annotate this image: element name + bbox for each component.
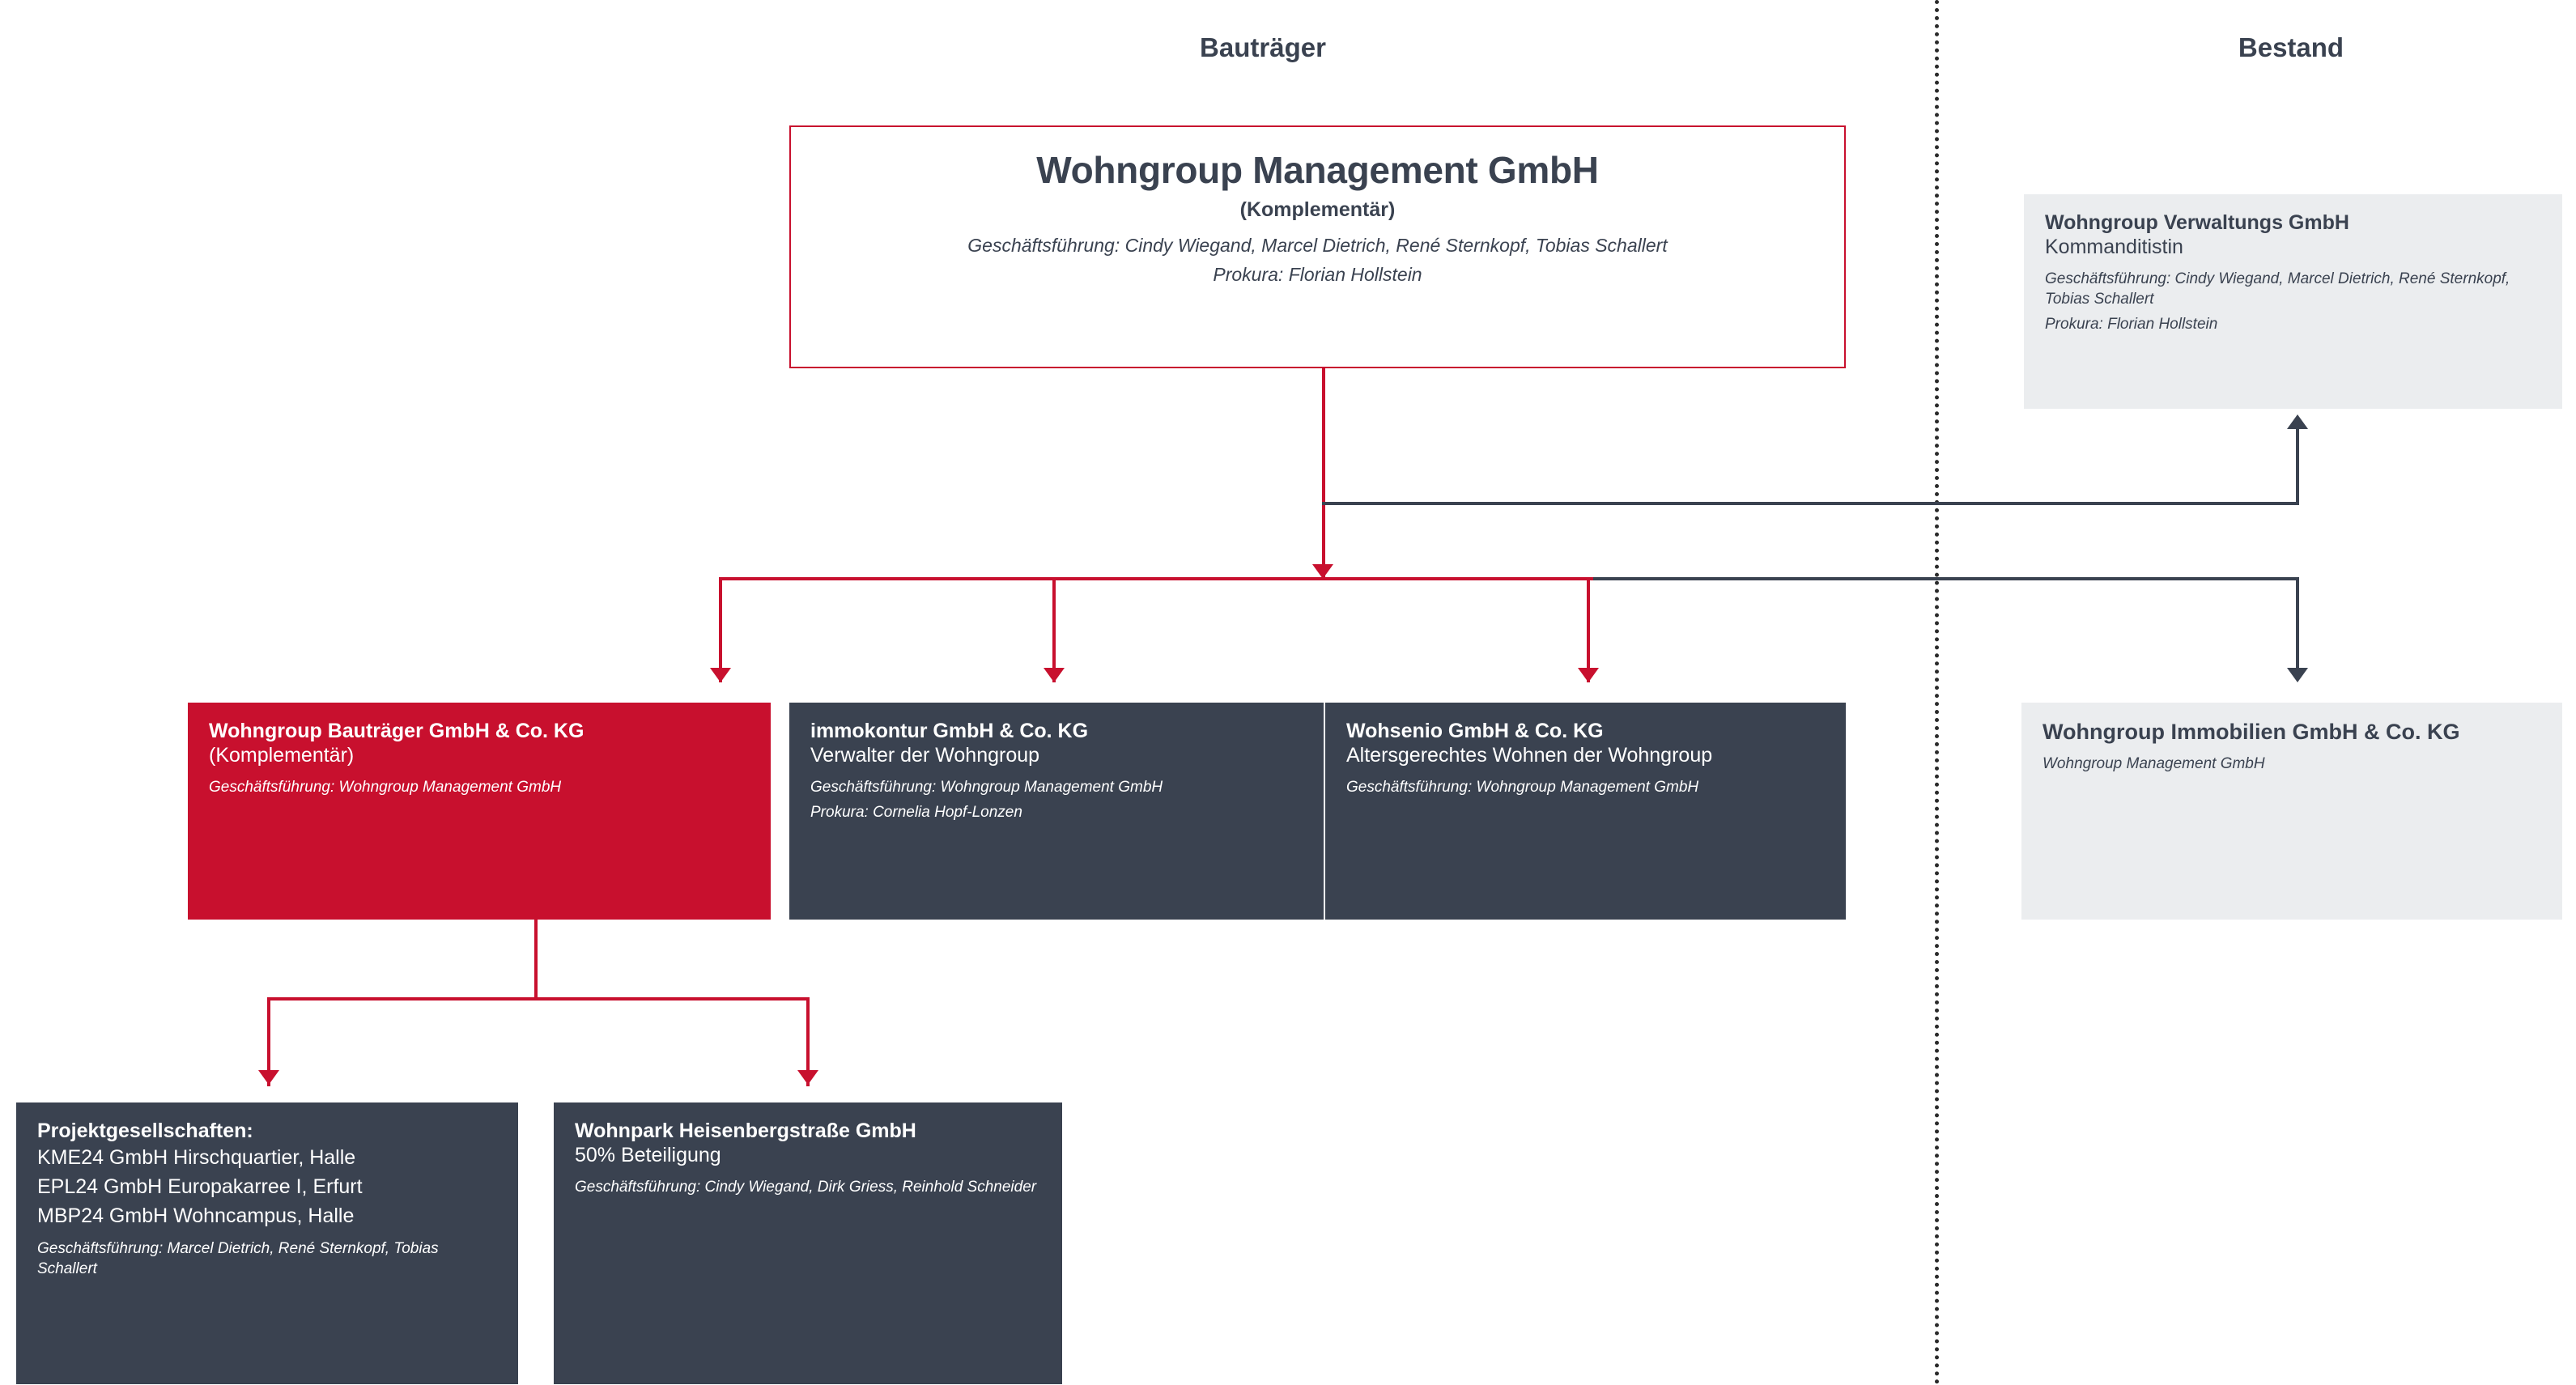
connector-drop-wohsenio xyxy=(1587,577,1590,682)
node-title: Wohsenio GmbH & Co. KG xyxy=(1346,720,1604,742)
node-management-line: Geschäftsführung: Wohngroup Management GmbH xyxy=(810,779,1163,797)
connector-arrow-wohsenio xyxy=(1578,668,1599,682)
connector-arrow-wohnpark xyxy=(797,1070,818,1085)
node-management-line: Geschäftsführung: Marcel Dietrich, René Sternkopf, Tobias Schallert xyxy=(37,1240,439,1277)
node-management-line: Geschäftsführung: Cindy Wiegand, Dirk Griess, Reinhold Schneider xyxy=(575,1179,1037,1196)
node-subtitle: (Komplementär) xyxy=(209,744,355,767)
node-management-line: Geschäftsführung: Cindy Wiegand, Marcel Dietrich, René Sternkopf, Tobias Schallert xyxy=(2045,270,2510,308)
node-management-line: Geschäftsführung: Wohngroup Management GmbH xyxy=(1346,779,1699,797)
node-title: Wohngroup Immobilien GmbH & Co. KG xyxy=(2043,720,2460,744)
node-wohngroup-verwaltungs xyxy=(2024,194,2562,409)
column-divider xyxy=(1935,0,1939,1385)
node-title: Wohnpark Heisenbergstraße GmbH xyxy=(575,1119,916,1142)
node-project-line-1: KME24 GmbH Hirschquartier, Halle xyxy=(37,1146,356,1169)
node-prokura-line: Prokura: Florian Hollstein xyxy=(1213,264,1422,286)
node-subtitle: (Komplementär) xyxy=(1239,198,1396,222)
node-subtitle: Kommanditistin xyxy=(2045,236,2183,258)
node-management-line: Wohngroup Management GmbH xyxy=(2043,755,2265,773)
connector-drop-bautraeger xyxy=(719,577,722,682)
node-projektgesellschaften xyxy=(16,1102,518,1384)
connector-management-stem xyxy=(1322,368,1325,579)
node-management-line: Geschäftsführung: Cindy Wiegand, Marcel Dietrich, René Sternkopf, Tobias Schallert xyxy=(967,235,1668,257)
connector-drop-immokontur xyxy=(1052,577,1056,682)
connector-arrow-projekt xyxy=(258,1070,279,1085)
node-prokura-line: Prokura: Cornelia Hopf-Lonzen xyxy=(810,803,1022,821)
connector-verwaltungs-horizontal xyxy=(1322,502,2298,505)
connector-arrow-immobilien-down xyxy=(2287,668,2308,682)
connector-immobilien-horizontal xyxy=(1593,577,2298,580)
connector-arrow-immokontur xyxy=(1044,668,1065,682)
connector-bautraeger-stem xyxy=(534,920,538,1001)
node-wohngroup-immobilien xyxy=(2021,703,2562,920)
connector-arrow-bautraeger xyxy=(710,668,731,682)
node-wohnpark-heisenbergstrasse xyxy=(554,1102,1062,1384)
node-title: Wohngroup Bauträger GmbH & Co. KG xyxy=(209,720,584,742)
connector-arrow-verwaltungs-up xyxy=(2287,414,2308,429)
node-title: Wohngroup Verwaltungs GmbH xyxy=(2045,211,2349,234)
node-wohngroup-bautraeger xyxy=(188,703,771,920)
node-prokura-line: Prokura: Florian Hollstein xyxy=(2045,315,2218,333)
node-project-line-2: EPL24 GmbH Europakarree I, Erfurt xyxy=(37,1175,363,1198)
node-title: immokontur GmbH & Co. KG xyxy=(810,720,1089,742)
node-project-line-3: MBP24 GmbH Wohncampus, Halle xyxy=(37,1204,355,1227)
node-wohsenio xyxy=(1325,703,1846,920)
node-subtitle: Verwalter der Wohngroup xyxy=(810,744,1040,767)
connector-bus-horizontal xyxy=(719,577,1593,580)
node-wohngroup-management xyxy=(789,125,1846,368)
node-title: Wohngroup Management GmbH xyxy=(1036,149,1599,191)
connector-verwaltungs-vertical xyxy=(2296,429,2299,505)
node-subtitle: 50% Beteiligung xyxy=(575,1144,721,1166)
connector-bautraeger-bus xyxy=(267,997,810,1001)
connector-immobilien-vertical xyxy=(2296,577,2299,672)
node-immokontur xyxy=(789,703,1324,920)
column-heading-bautraeger: Bauträger xyxy=(1200,32,1326,62)
column-heading-bestand: Bestand xyxy=(2238,32,2344,62)
node-subtitle: Altersgerechtes Wohnen der Wohngroup xyxy=(1346,744,1713,767)
node-management-line: Geschäftsführung: Wohngroup Management GmbH xyxy=(209,779,562,797)
node-title: Projektgesellschaften: xyxy=(37,1119,253,1142)
